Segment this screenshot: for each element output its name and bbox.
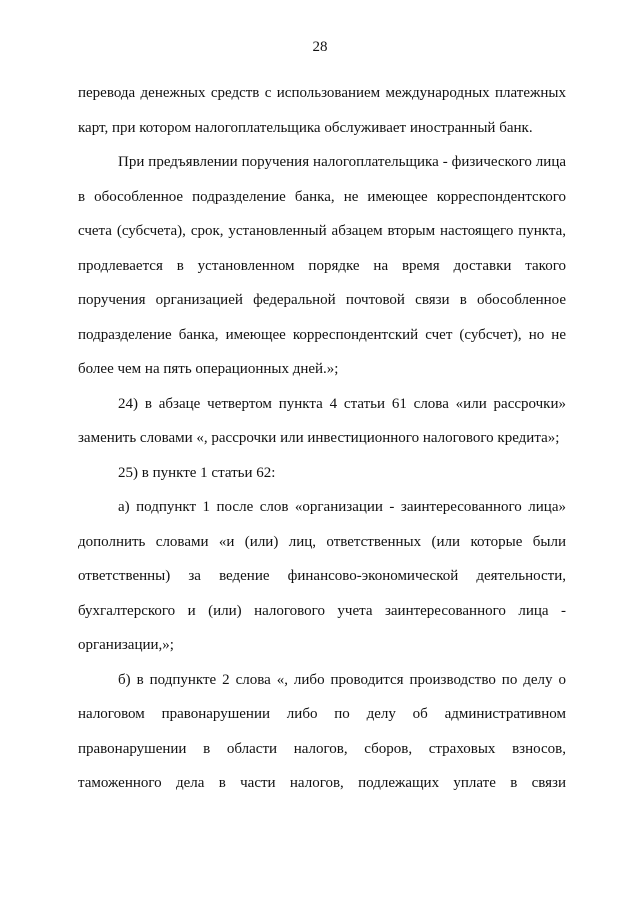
paragraph-item-25: 25) в пункте 1 статьи 62:: [118, 464, 276, 481]
paragraph-subitem-b: б) в подпункте 2 слова «, либо проводится производство по делу о налоговом правонарушении либо по делу об административном правонарушении в области налогов, сборов, страховых взносов, таможенного дела в части налогов, подлежащих уплате в связи: [78, 671, 566, 791]
page-number: 28: [312, 39, 328, 55]
paragraph-subitem-a: а) подпункт 1 после слов «организации - заинтересованного лица» дополнить словами «и (или) лиц, ответственных (или которые были ответственны) за ведение финансово-экономической деятельности, бухгалтерского и (или) налогового учета заинтересованного лица - организации,»;: [78, 499, 566, 653]
paragraph-bank-order: При предъявлении поручения налогоплательщика - физического лица в обособленное подразделение банка, не имеющее корреспондентского счета (субсчета), срок, установленный абзацем вторым настоящего пункта, продлевается в установленном порядке на время доставки такого поручения организацией федеральной почтовой связи в обособленное подразделение банка, имеющее корреспондентский счет (субсчет), но не более чем на пять операционных дней.»;: [78, 154, 566, 377]
paragraph-continuation: перевода денежных средств с использованием международных платежных карт, при котором налогоплательщика обслуживает иностранный банк.: [78, 85, 566, 136]
paragraph-item-24: 24) в абзаце четвертом пункта 4 статьи 61 слова «или рассрочки» заменить словами «, рассрочки или инвестиционного налогового кредита»;: [78, 395, 566, 446]
document-body: [78, 76, 566, 801]
